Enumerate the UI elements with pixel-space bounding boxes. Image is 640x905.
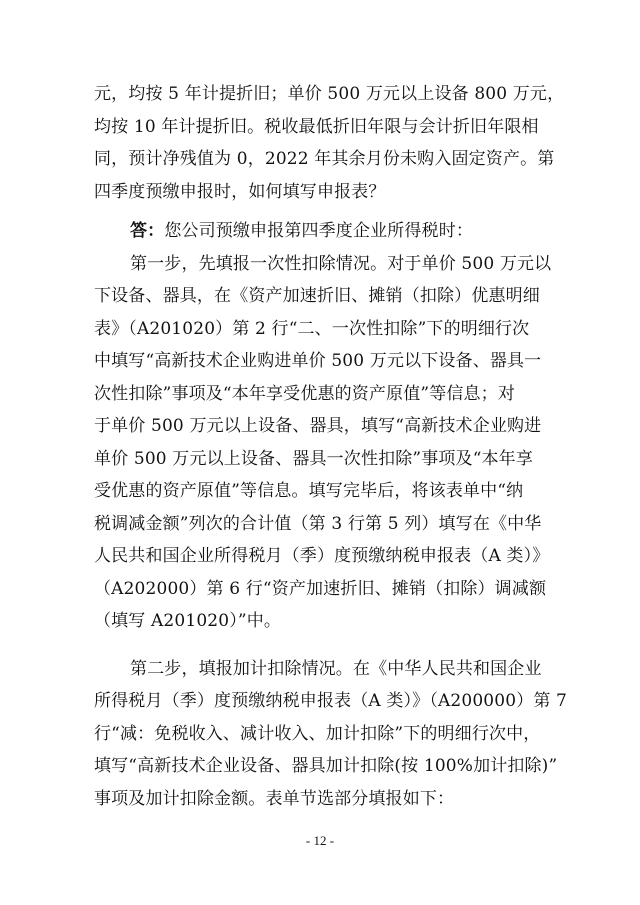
paragraph-line: 均按 10 年计提折旧。税收最低折旧年限与会计折旧年限相 [94, 116, 539, 137]
answer-text: 您公司预缴申报第四季度企业所得税时： [164, 221, 474, 241]
step1-line: 中填写“高新技术企业购进单价 500 万元以下设备、器具一 [94, 351, 542, 371]
step1-line: （填写 A201020）”中。 [94, 611, 282, 631]
step1-line: 人民共和国企业所得税月（季）度预缴纳税申报表（A 类）》 [94, 546, 550, 566]
step2-line: 行“减：免税收入、减计收入、加计扣除”下的明细行次中， [94, 723, 541, 744]
step1-line: （A202000）第 6 行“资产加速折旧、摊销（扣除）调减额 [94, 578, 547, 599]
answer-label: 答： [130, 221, 165, 241]
step1-line: 税调减金额”列次的合计值（第 3 行第 5 列）填写在《中华 [94, 513, 542, 534]
paragraph-line: 同，预计净残值为 0，2022 年其余月份未购入固定资产。第 [94, 149, 555, 169]
page-number: - 12 - [305, 833, 335, 848]
step1-line: 表》（A201020）第 2 行“二、一次性扣除”下的明细行次 [94, 318, 530, 339]
step2-line: 事项及加计扣除金额。表单节选部分填报如下： [94, 788, 455, 809]
step1-line: 单价 500 万元以上设备、器具一次性扣除”事项及“本年享 [94, 448, 533, 469]
paragraph-line: 元，均按 5 年计提折旧；单价 500 万元以上设备 800 万元， [94, 84, 565, 104]
paragraph-line: 四季度预缴申报时，如何填写申报表？ [94, 181, 386, 202]
step1-line: 第一步，先填报一次性扣除情况。对于单价 500 万元以 [130, 253, 552, 274]
step2-line: 第二步，填报加计扣除情况。在《中华人民共和国企业 [130, 658, 542, 679]
step2-line: 填写“高新技术企业设备、器具加计扣除(按 100%加计扣除)” [94, 756, 558, 776]
step1-line: 受优惠的资产原值”等信息。填写完毕后，将该表单中“纳 [94, 481, 524, 501]
body-text [94, 78, 568, 815]
step1-line: 下设备、器具，在《资产加速折旧、摊销（扣除）优惠明细 [94, 286, 540, 306]
answer-line [94, 215, 556, 248]
step2-line: 所得税月（季）度预缴纳税申报表（A 类）》（A200000）第 7 [94, 691, 568, 711]
step1-line: 次性扣除”事项及“本年享受优惠的资产原值”等信息；对 [94, 383, 515, 404]
step1-line: 于单价 500 万元以上设备、器具，填写“高新技术企业购进 [94, 416, 542, 436]
